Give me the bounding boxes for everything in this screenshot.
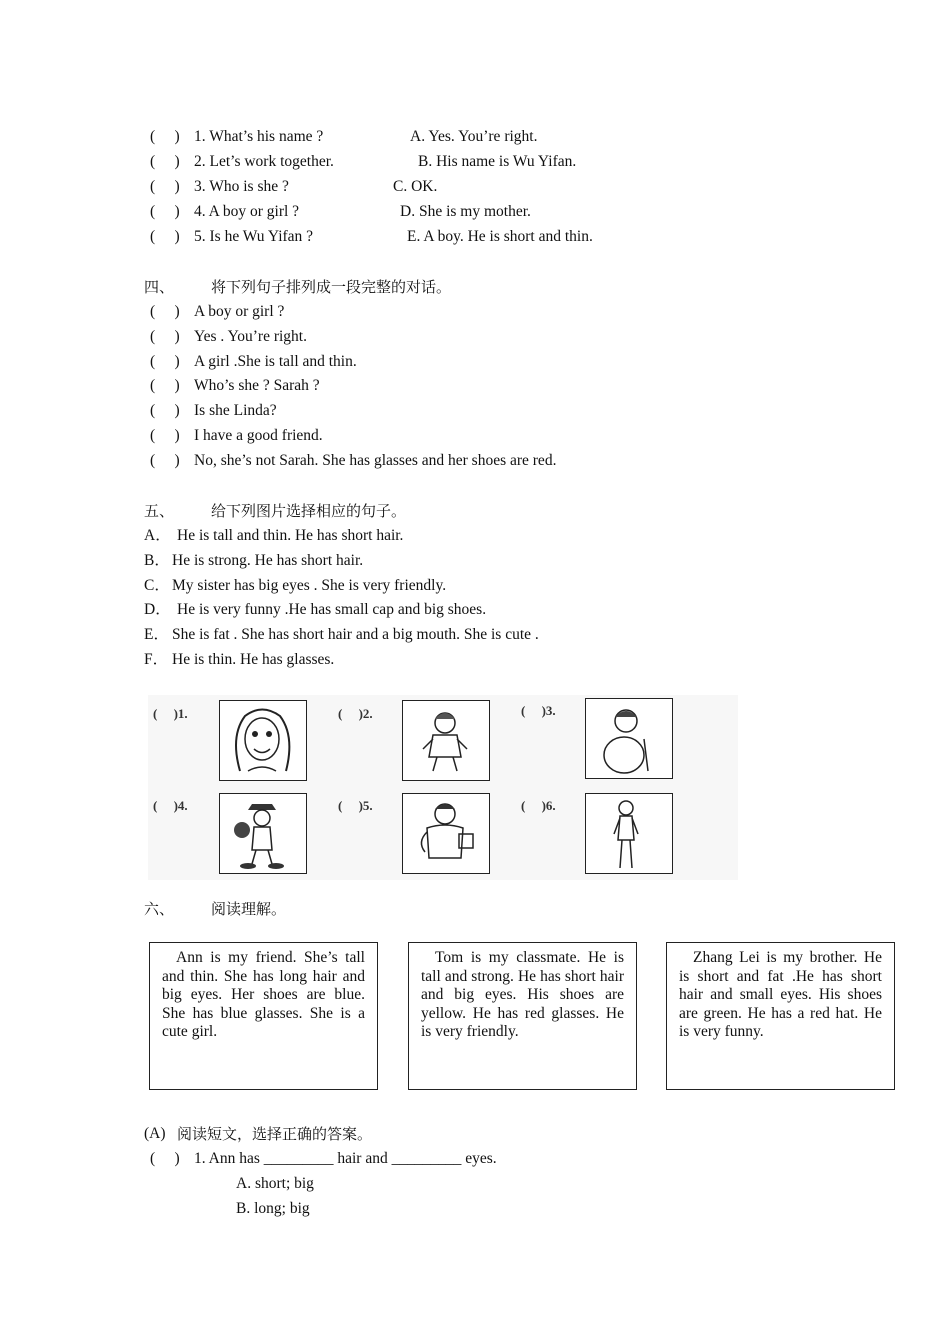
picture-label[interactable]: ( )2. <box>338 706 373 721</box>
answer-paren[interactable]: ( ) <box>150 228 180 245</box>
answer-paren[interactable]: ( ) <box>150 203 180 220</box>
option-text: He is strong. He has short hair. <box>172 552 364 569</box>
match-question: 4. A boy or girl ? <box>194 203 300 220</box>
match-question: 3. Who is she ? <box>194 178 289 195</box>
reading-passage-box <box>149 942 378 1090</box>
section-number: 四、 <box>144 278 175 296</box>
answer-paren[interactable]: ( ) <box>150 153 180 170</box>
match-answer: B. His name is Wu Yifan. <box>418 153 577 170</box>
option-letter: C． <box>144 577 170 594</box>
reading-passage-box <box>666 942 895 1090</box>
picture-label[interactable]: ( )5. <box>338 798 373 813</box>
fat-boy-picture <box>585 698 673 779</box>
picture-label[interactable]: ( )6. <box>521 798 556 813</box>
part-label: (A) <box>144 1125 166 1142</box>
answer-paren[interactable]: ( ) <box>150 427 180 444</box>
answer-paren[interactable]: ( ) <box>150 128 180 145</box>
option-letter: D． <box>144 601 171 618</box>
option-text: He is thin. He has glasses. <box>172 651 335 668</box>
option-letter: E． <box>144 626 169 643</box>
dialogue-sentence: No, she’s not Sarah. She has glasses and her shoes are red. <box>194 452 557 469</box>
answer-paren[interactable]: ( ) <box>150 328 180 345</box>
strong-man-picture <box>402 793 490 874</box>
option-text: She is fat . She has short hair and a big mouth. She is cute . <box>172 626 539 643</box>
section-number: 六、 <box>144 900 175 918</box>
reading-question: 1. Ann has _________ hair and _________ eyes. <box>194 1150 497 1167</box>
dialogue-sentence: Yes . You’re right. <box>194 328 307 345</box>
match-question: 5. Is he Wu Yifan ? <box>194 228 314 245</box>
reading-passage: Ann is my friend. She’s tall and thin. She has long hair and big eyes. Her shoes are blue. She has blue glasses. She is a cute girl. <box>162 949 365 1040</box>
answer-choice: A. short; big <box>236 1175 314 1192</box>
answer-paren[interactable]: ( ) <box>150 452 180 469</box>
option-letter: F． <box>144 651 169 668</box>
picture-label[interactable]: ( )3. <box>521 703 556 718</box>
section-title: 阅读理解。 <box>211 900 287 918</box>
answer-paren[interactable]: ( ) <box>150 353 180 370</box>
match-answer: A. Yes. You’re right. <box>410 128 538 145</box>
match-answer: E. A boy. He is short and thin. <box>407 228 593 245</box>
dialogue-sentence: I have a good friend. <box>194 427 323 444</box>
answer-paren[interactable]: ( ) <box>150 402 180 419</box>
picture-label[interactable]: ( )1. <box>153 706 188 721</box>
match-question: 1. What’s his name ? <box>194 128 324 145</box>
match-answer: D. She is my mother. <box>400 203 531 220</box>
reading-passage: Zhang Lei is my brother. He is short and fat .He has short hair and small eyes. His shoes are green. He has a red hat. He is very funny. <box>679 949 882 1040</box>
part-instruction: 阅读短文，选择正确的答案。 <box>177 1125 373 1143</box>
option-letter: B． <box>144 552 170 569</box>
dialogue-sentence: A boy or girl ? <box>194 303 285 320</box>
option-letter: A． <box>144 527 171 544</box>
answer-paren[interactable]: ( ) <box>150 1150 180 1167</box>
picture-label[interactable]: ( )4. <box>153 798 188 813</box>
answer-paren[interactable]: ( ) <box>150 377 180 394</box>
section-title: 将下列句子排列成一段完整的对话。 <box>211 278 452 296</box>
match-question: 2. Let’s work together. <box>194 153 334 170</box>
girl-face-picture <box>219 700 307 781</box>
option-text: My sister has big eyes . She is very friendly. <box>172 577 447 594</box>
reading-passage-box <box>408 942 637 1090</box>
section-title: 给下列图片选择相应的句子。 <box>211 502 407 520</box>
option-text: He is tall and thin. He has short hair. <box>177 527 404 544</box>
small-girl-picture <box>402 700 490 781</box>
dialogue-sentence: Who’s she ? Sarah ? <box>194 377 320 394</box>
answer-paren[interactable]: ( ) <box>150 178 180 195</box>
section-number: 五、 <box>144 502 175 520</box>
match-answer: C. OK. <box>393 178 438 195</box>
reading-passage: Tom is my classmate. He is tall and strong. He has short hair and big eyes. His shoes are yellow. He has red glasses. He is very friendly. <box>421 949 624 1040</box>
thin-boy-picture <box>585 793 673 874</box>
funny-boy-picture <box>219 793 307 874</box>
answer-paren[interactable]: ( ) <box>150 303 180 320</box>
answer-choice: B. long; big <box>236 1200 310 1217</box>
dialogue-sentence: Is she Linda? <box>194 402 277 419</box>
dialogue-sentence: A girl .She is tall and thin. <box>194 353 357 370</box>
option-text: He is very funny .He has small cap and big shoes. <box>177 601 487 618</box>
